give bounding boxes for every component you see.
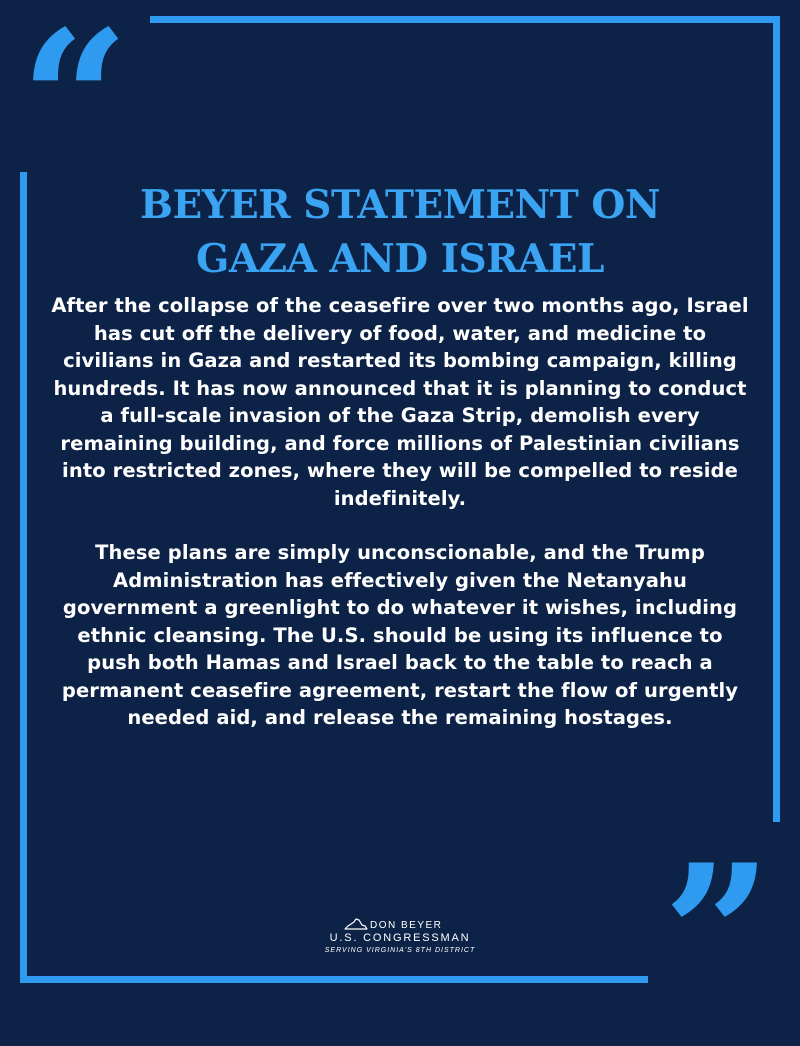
statement-paragraph-1: After the collapse of the ceasefire over two months ago, Israel has cut off the delivery of food, water, and medicine to civilians in Gaza and restarted its bombing campaign, killing hundreds. It has now announced that it is planning to conduct a full-scale invasion of the Gaza Strip, demolish every remaining building, and force millions of Palestinian civilians into restricted zones, where they will be compelled to reside indefinitely.: [51, 294, 749, 510]
open-quote-icon: “: [20, 0, 130, 212]
logo-title: U.S. CONGRESSMAN: [329, 932, 471, 944]
title-line-2: GAZA AND ISRAEL: [196, 236, 604, 282]
logo-subtitle: SERVING VIRGINIA'S 8TH DISTRICT: [324, 947, 476, 954]
statement-paragraph-2: These plans are simply unconscionable, and the Trump Administration has effectively given the Netanyahu government a greenlight to do whatever it wishes, including ethnic cleansing. The U.S. should be using its influence to push both Hamas and Israel back to the table to reach a permanent ceasefire agreement, restart the flow of urgently needed aid, and release the remaining hostages.: [61, 541, 739, 729]
frame-top-line: [150, 16, 780, 23]
logo-name: DON BEYER: [370, 920, 443, 931]
congressman-logo: [300, 918, 500, 966]
close-quote-icon: ”: [662, 823, 772, 1046]
title-line-1: BEYER STATEMENT ON: [140, 182, 660, 228]
statement-title: [40, 178, 760, 286]
virginia-state-outline-icon: [344, 918, 368, 930]
frame-right-line: [773, 16, 780, 822]
statement-body: [50, 292, 750, 732]
frame-left-line: [20, 172, 27, 983]
frame-bottom-line: [20, 976, 648, 983]
